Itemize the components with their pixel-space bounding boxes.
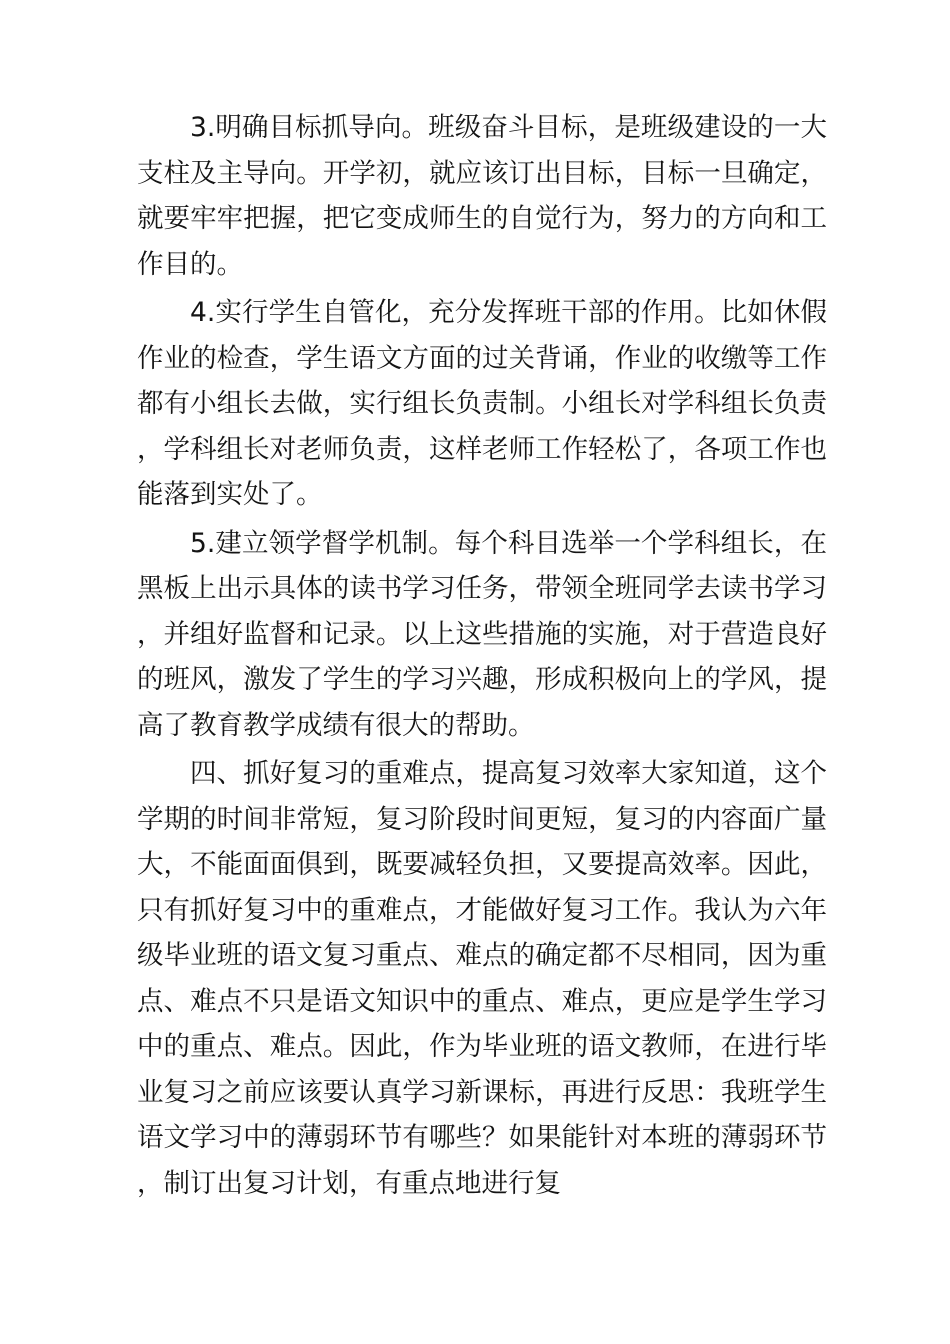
- paragraph-review-key-points: 四、抓好复习的重难点，提高复习效率大家知道，这个学期的时间非常短，复习阶段时间更短，复习的内容面广量大，不能面面俱到，既要减轻负担，又要提高效率。因此，只有抓好复习中的重难点，才能做好复习工作。我认为六年级毕业班的语文复习重点、难点的确定都不尽相同，因为重点、难点不只是语文知识中的重点、难点，更应是学生学习中的重点、难点。因此，作为毕业班的语文教师，在进行毕业复习之前应该要认真学习新课标，再进行反思：我班学生语文学习中的薄弱环节有哪些？如果能针对本班的薄弱环节，制订出复习计划，有重点地进行复: [137, 758, 827, 1199]
- paragraph-goal-orientation: 3.明确目标抓导向。班级奋斗目标，是班级建设的一大支柱及主导向。开学初，就应该订出目标，目标一旦确定，就要牢牢把握，把它变成师生的自觉行为，努力的方向和工作目的。: [137, 112, 827, 280]
- paragraph-study-supervision: 5.建立领学督学机制。每个科目选举一个学科组长，在黑板上出示具体的读书学习任务，带领全班同学去读书学习，并组好监督和记录。以上这些措施的实施，对于营造良好的班风，激发了学生的学习兴趣，形成积极向上的学风，提高了教育教学成绩有很大的帮助。: [137, 527, 827, 741]
- paragraph-student-self-management: 4.实行学生自管化，充分发挥班干部的作用。比如休假作业的检查，学生语文方面的过关背诵，作业的收缴等工作都有小组长去做，实行组长负责制。小组长对学科组长负责，学科组长对老师负责，这样老师工作轻松了，各项工作也能落到实处了。: [137, 297, 827, 510]
- document-body: [137, 105, 827, 1209]
